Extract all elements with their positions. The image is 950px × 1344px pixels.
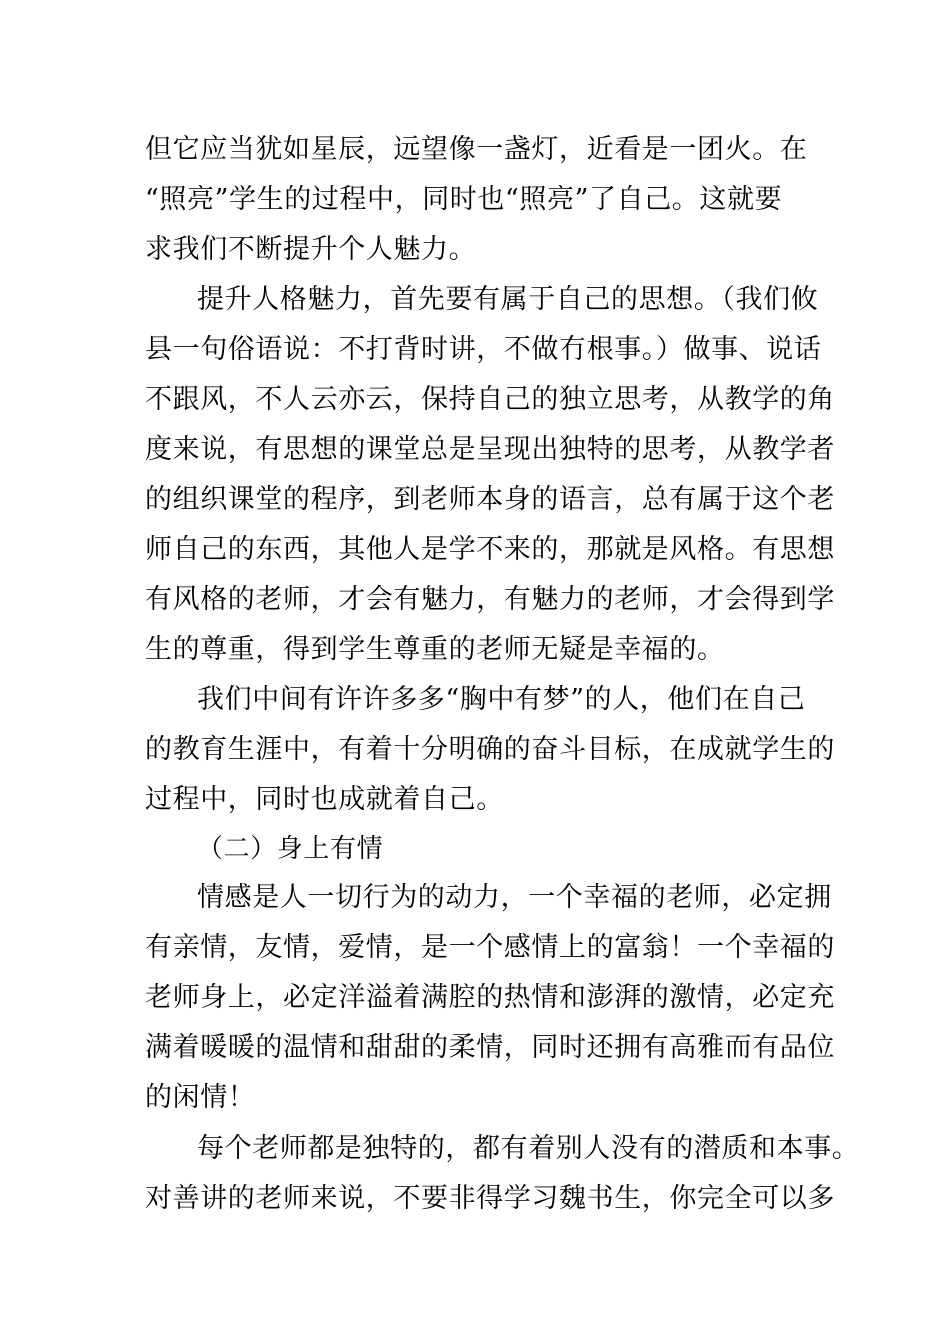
text-line: 的教育生涯中，有着十分明确的奋斗目标，在成就学生的: [145, 734, 835, 765]
text-line: 的闲情！: [145, 1082, 256, 1113]
paragraph-start-line: 每个老师都是独特的，都有着别人没有的潜质和本事。: [197, 1133, 860, 1164]
text-line: 但它应当犹如星辰，远望像一盏灯，近看是一团火。在: [145, 134, 808, 165]
paragraph-start-line: 我们中间有许许多多“胸中有梦”的人，他们在自己: [197, 684, 806, 715]
text-line: 的组织课堂的程序，到老师本身的语言，总有属于这个老: [145, 484, 835, 515]
text-line: 老师身上，必定洋溢着满腔的热情和澎湃的激情，必定充: [145, 982, 835, 1013]
text-line: 满着暖暖的温情和甜甜的柔情，同时还拥有高雅而有品位: [145, 1032, 835, 1063]
text-line: 师自己的东西，其他人是学不来的，那就是风格。有思想: [145, 534, 835, 565]
text-line: 有风格的老师，才会有魅力，有魅力的老师，才会得到学: [145, 584, 835, 615]
text-line: 过程中，同时也成就着自己。: [145, 784, 504, 815]
text-line: 不跟风，不人云亦云，保持自己的独立思考，从教学的角: [145, 384, 835, 415]
text-line: 有亲情，友情，爱情，是一个感情上的富翁！一个幸福的: [145, 932, 835, 963]
text-line: 生的尊重，得到学生尊重的老师无疑是幸福的。: [145, 634, 725, 665]
text-line: “照亮”学生的过程中，同时也“照亮”了自己。这就要: [145, 184, 783, 215]
section-heading: （二）身上有情: [197, 834, 384, 864]
text-line: 度来说，有思想的课堂总是呈现出独特的思考，从教学者: [145, 434, 835, 465]
paragraph-start-line: 情感是人一切行为的动力，一个幸福的老师，必定拥: [197, 882, 832, 913]
paragraph-start-line: 提升人格魅力，首先要有属于自己的思想。（我们攸: [197, 284, 819, 315]
text-line: 县一句俗语说：不打背时讲，不做冇根事。）做事、说话: [145, 334, 822, 365]
text-line: 对善讲的老师来说，不要非得学习魏书生，你完全可以多: [145, 1183, 835, 1214]
text-line: 求我们不断提升个人魅力。: [145, 234, 477, 265]
